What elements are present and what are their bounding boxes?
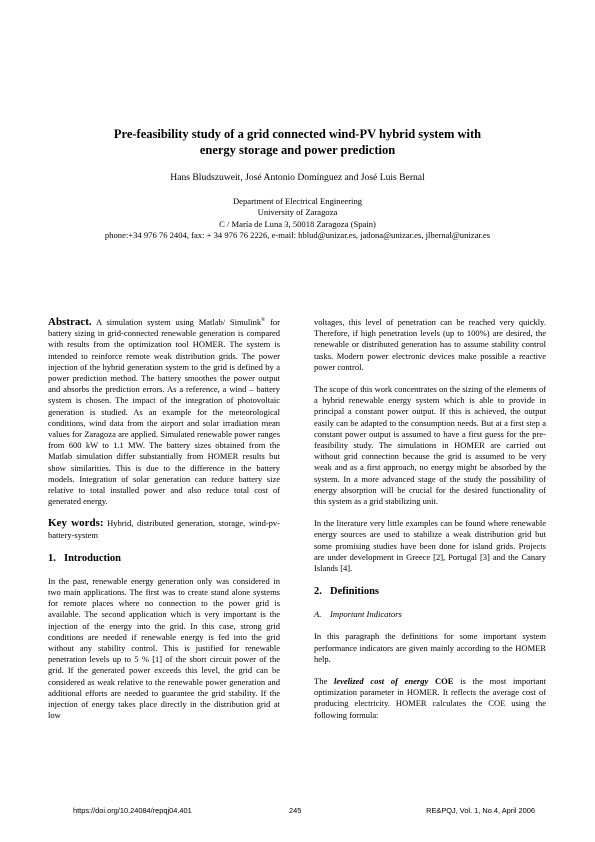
section-heading-introduction <box>48 552 280 565</box>
section-heading-definitions <box>314 585 546 598</box>
title-line-1: Pre-feasibility study of a grid connected wind-PV hybrid system with <box>113 127 482 141</box>
coe-abbreviation: COE <box>435 676 454 687</box>
subsection-title: Important Indicators <box>330 609 402 620</box>
registered-mark: ® <box>261 317 266 324</box>
section-number: 2. <box>314 586 322 598</box>
author-list: Hans Bludszuweit, José Antonio Domínguez and José Luis Bernal <box>170 172 425 183</box>
abstract <box>48 317 280 507</box>
abstract-text-b: for battery sizing in grid-connected renewable generation is compared with results from the optimization tool HOMER. The system is intended to reinforce remote weak distribution grids. The power injection of the hybrid generation system to the grid is defined by a power prediction method. The battery smoothes the power output and absorbs the prediction errors. As a reference, a wind – battery system is chosen. The impact of the integration of photovoltaic generation is studied. As an example for the meteorological conditions, wind data from the airport and solar irradiation mean values for Zaragoza are applied. Simulated renewable power ranges from 600 kW to 1.1 MW. The battery sizes obtained from the Matlab simulation differ substantially from HOMER results but show similarities. This is due to the difference in the battery models. Integration of solar generation can reduce battery size relative to total installed power and also reduce total cost of generated energy. <box>48 317 280 507</box>
coe-term: levelized cost of energy <box>333 676 429 687</box>
affiliation-university: University of Zaragoza <box>257 207 338 218</box>
paper-title <box>40 126 555 158</box>
footer-journal: RE&PQJ, Vol. 1, No.4, April 2006 <box>426 806 535 815</box>
affiliation-address: C / María de Luna 3, 50018 Zaragoza (Spain) <box>219 218 376 229</box>
left-column <box>48 317 280 722</box>
section-number: 1. <box>48 552 56 564</box>
affiliation-department: Department of Electrical Engineering <box>232 196 363 206</box>
footer-page-number: 245 <box>289 806 302 815</box>
affiliation <box>30 196 565 241</box>
introduction-paragraph-3: In the literature very little examples can be found where renewable energy sources are used to stabilize a weak distribution grid but some promising studies have been done for island grids. Projects are under development in Greece [2], Portugal [3] and the Canary Islands [4]. <box>314 518 546 574</box>
keywords-text: Hybrid, distributed generation, storage, wind-pv-battery-system <box>48 518 280 540</box>
affiliation-contact: phone:+34 976 76 2404, fax: + 34 976 76 2226, e-mail: hblud@unizar.es, jadona@unizar.es, jlbernal@unizar.es <box>104 229 491 240</box>
coe-prefix: The <box>314 676 328 687</box>
keywords <box>48 518 280 540</box>
abstract-label: Abstract. <box>48 316 92 328</box>
subsection-number: A. <box>314 609 322 620</box>
definitions-paragraph-2 <box>314 676 546 721</box>
introduction-paragraph-1: In the past, renewable energy generation only was considered in two main applications. The first was to create stand alone systems for remote places where no connection to the power grid is available. The second application which is very important is the injection of the energy into the grid. In this case, strong grid conditions are needed if renewable energy is fed into the grid without any stability control. This is justified for renewable penetration levels up to 5 % [1] of the short circuit power of the grid. If the generated power exceeds this level, the grid can be considered as weak relative to the renewable power generation and additional efforts are needed to guarantee the grid stability. If the injection of energy takes place directly in the distribution grid at low <box>48 575 280 721</box>
right-column <box>314 317 546 721</box>
abstract-text-a: A simulation system using Matlab/ Simulink <box>96 317 262 327</box>
title-line-2: energy storage and power prediction <box>199 143 396 157</box>
introduction-paragraph-2: The scope of this work concentrates on the sizing of the elements of a hybrid renewable energy system which is able to provide in principal a constant power output. If this is achieved, the output easily can be adapted to the consumption needs. But at a first step a constant power output is assumed to have a first guess for the pre-feasibility study. The simulations in HOMER are carried out without grid connection because the grid is assumed to be very weak and as a first approach, no energy might be absorbed by the system. In a more advanced stage of the study the possibility of energy absorption will be crucial for the desired functionality of this system as a grid stabilizing unit. <box>314 384 546 507</box>
footer-doi: https://doi.org/10.24084/repqj04.401 <box>73 806 192 815</box>
section-title: Introduction <box>64 552 121 564</box>
section-title: Definitions <box>330 586 380 598</box>
coe-text: is the most important optimization parameter in HOMER. It reflects the average cost of producing electricity. HOMER calculates the COE using the following formula: <box>314 676 546 720</box>
subsection-heading-indicators <box>314 609 546 620</box>
keywords-label: Key words: <box>48 517 104 530</box>
definitions-paragraph-1: In this paragraph the definitions for some important system performance indicators are given mainly according to the HOMER help. <box>314 631 546 664</box>
introduction-paragraph-continued: voltages, this level of penetration can be reached very quickly. Therefore, if high penetration levels (up to 100%) are desired, the renewable or distributed generation has to assume stability control tasks. Modern power electronic devices make possible a reactive power control. <box>314 317 546 372</box>
